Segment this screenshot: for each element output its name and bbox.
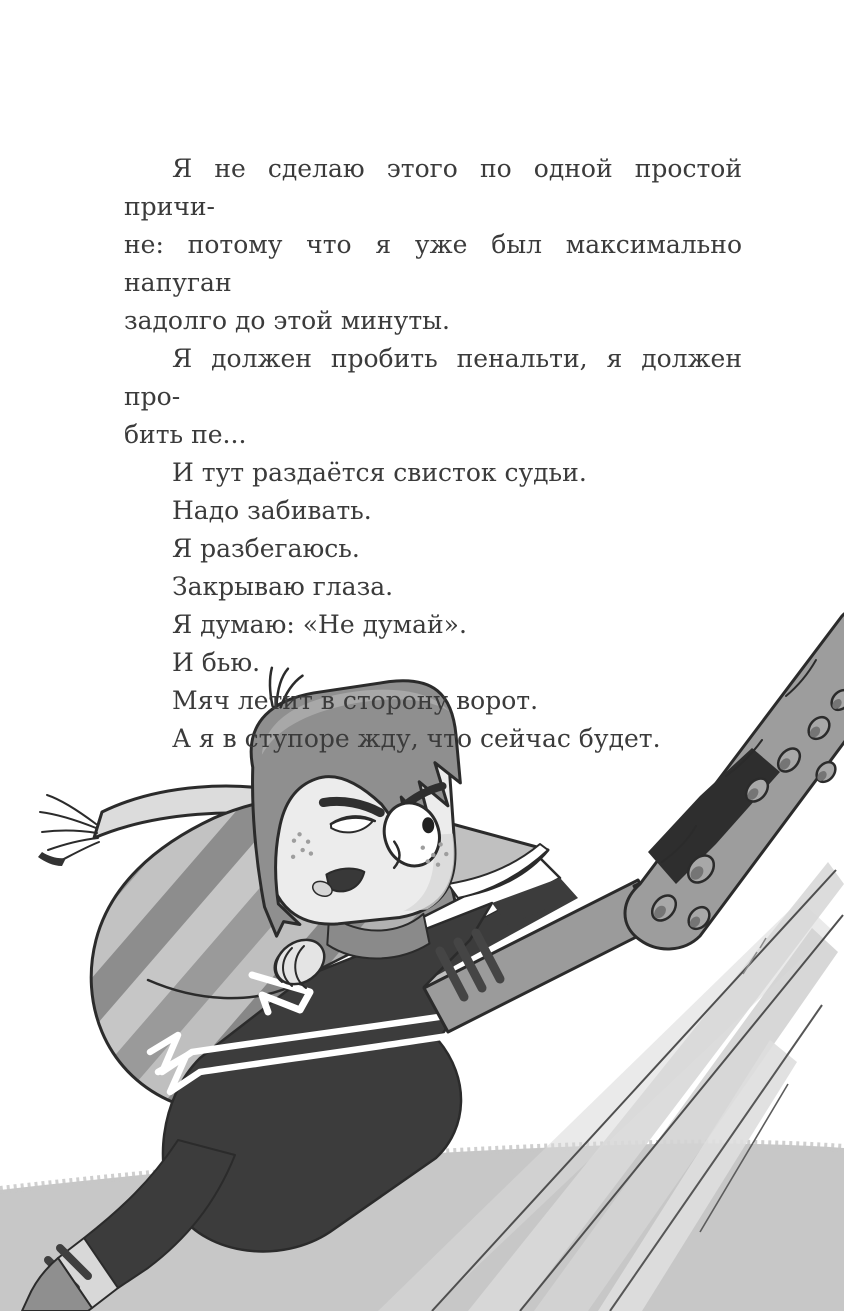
text-line: задолго до этой минуты.: [124, 306, 451, 335]
text-line: бить пе...: [124, 420, 247, 449]
text-line: А я в ступоре жду, что сейчас будет.: [172, 724, 661, 753]
text-line: Закрываю глаза.: [172, 572, 394, 601]
text-line: И тут раздаётся свисток судьи.: [172, 458, 587, 487]
text-line: Мяч летит в сторону ворот.: [172, 686, 539, 715]
text-line: Я не сделаю этого по одной простой причи-: [124, 154, 742, 221]
text-line: Я должен пробить пенальти, я должен про-: [124, 344, 742, 411]
page-text: [124, 150, 742, 758]
text-line: Я разбегаюсь.: [172, 534, 360, 563]
text-line: Я думаю: «Не думай».: [172, 610, 467, 639]
hand-fingers: [40, 795, 99, 862]
text-line: Надо забивать.: [172, 496, 372, 525]
text-line: И бью.: [172, 648, 261, 677]
text-line: не: потому что я уже был максимально напуган: [124, 230, 742, 297]
